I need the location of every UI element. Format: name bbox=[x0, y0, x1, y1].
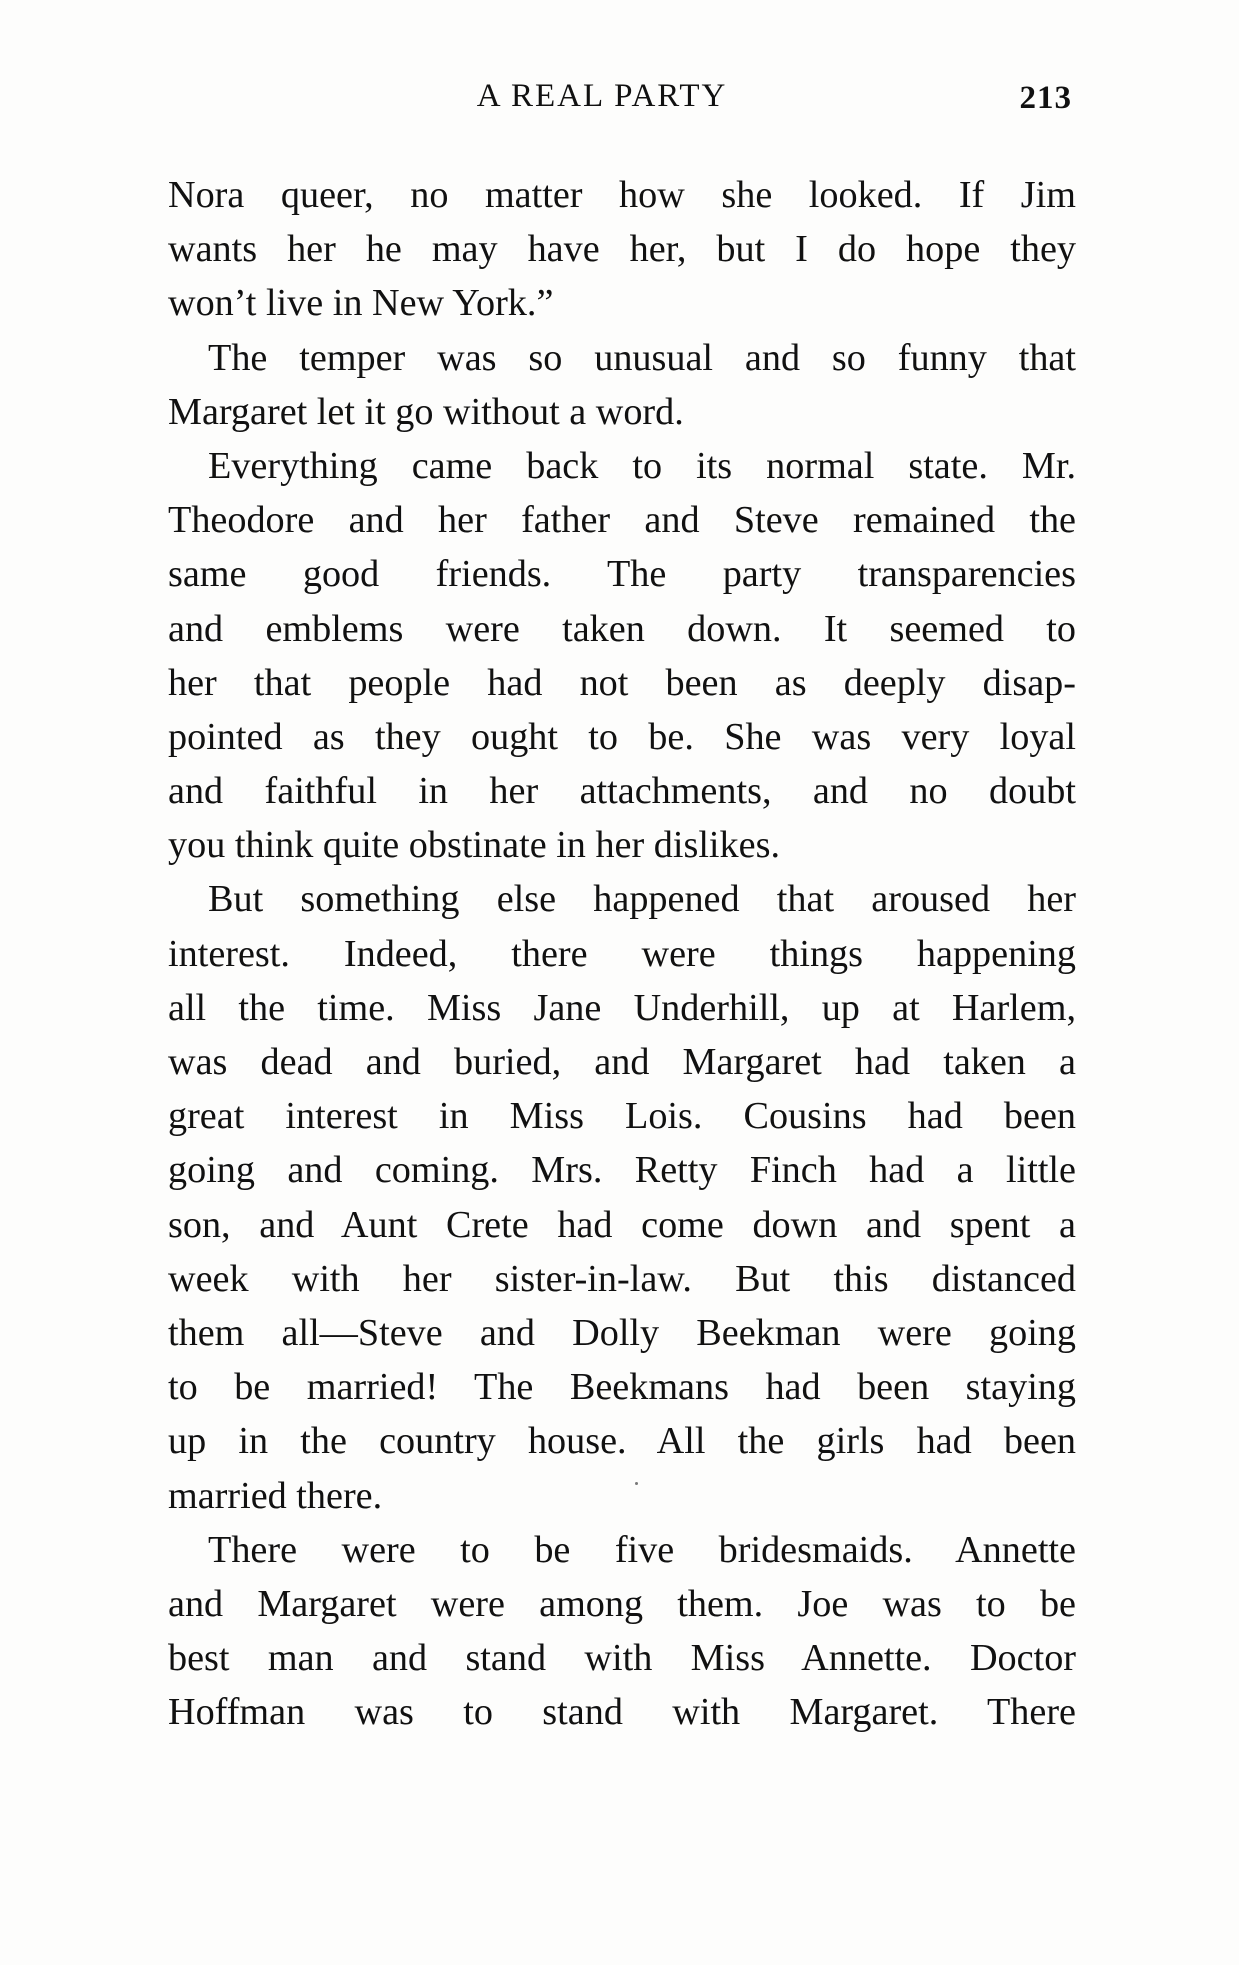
text-line: great interest in Miss Lois. Cousins had been bbox=[168, 1095, 1076, 1138]
text-line: Margaret let it go without a word. bbox=[168, 390, 684, 433]
text-line: and emblems were taken down. It seemed to bbox=[168, 607, 1076, 650]
text-line: interest. Indeed, there were things happening bbox=[168, 932, 1076, 975]
text-line: pointed as they ought to be. She was very loyal bbox=[168, 715, 1076, 758]
text-line: best man and stand with Miss Annette. Doctor bbox=[168, 1637, 1076, 1680]
text-line: son, and Aunt Crete had come down and spent a bbox=[168, 1203, 1076, 1246]
text-line: Everything came back to its normal state. Mr. bbox=[208, 444, 1076, 487]
text-line: wants her he may have her, but I do hope they bbox=[168, 228, 1076, 271]
text-line: all the time. Miss Jane Underhill, up at Harlem, bbox=[168, 986, 1076, 1029]
text-line: Theodore and her father and Steve remained the bbox=[168, 499, 1076, 542]
body-text bbox=[128, 168, 1076, 1739]
text-line: But something else happened that aroused her bbox=[208, 878, 1076, 921]
text-line: married there. bbox=[168, 1474, 383, 1517]
print-speck bbox=[635, 1482, 638, 1485]
text-line: same good friends. The party transparencies bbox=[168, 553, 1076, 596]
text-line: week with her sister-in-law. But this distanced bbox=[168, 1257, 1076, 1300]
text-line: to be married! The Beekmans had been staying bbox=[168, 1366, 1076, 1409]
paragraph-1 bbox=[128, 168, 1076, 331]
page-number: 213 bbox=[1019, 80, 1072, 116]
paragraph-4 bbox=[128, 872, 1076, 1522]
text-line: up in the country house. All the girls had been bbox=[168, 1420, 1076, 1463]
text-line: was dead and buried, and Margaret had taken a bbox=[168, 1041, 1076, 1083]
text-line: Nora queer, no matter how she looked. If Jim bbox=[168, 174, 1076, 216]
running-title: A REAL PARTY bbox=[476, 78, 728, 114]
text-line: won’t live in New York.” bbox=[168, 282, 554, 325]
text-line: Hoffman was to stand with Margaret. There bbox=[168, 1691, 1076, 1734]
text-line: you think quite obstinate in her dislikes. bbox=[168, 824, 780, 867]
paragraph-5 bbox=[128, 1523, 1076, 1740]
text-line: and faithful in her attachments, and no doubt bbox=[168, 770, 1076, 813]
text-line: and Margaret were among them. Joe was to be bbox=[168, 1582, 1076, 1625]
text-line: going and coming. Mrs. Retty Finch had a little bbox=[168, 1149, 1076, 1192]
text-line: them all—Steve and Dolly Beekman were going bbox=[168, 1311, 1076, 1354]
running-head bbox=[128, 78, 1076, 118]
text-line: There were to be five bridesmaids. Annette bbox=[208, 1528, 1076, 1571]
paragraph-2 bbox=[128, 331, 1076, 439]
text-line: The temper was so unusual and so funny that bbox=[208, 336, 1076, 379]
paragraph-3 bbox=[128, 439, 1076, 873]
text-line: her that people had not been as deeply disap- bbox=[168, 661, 1076, 704]
